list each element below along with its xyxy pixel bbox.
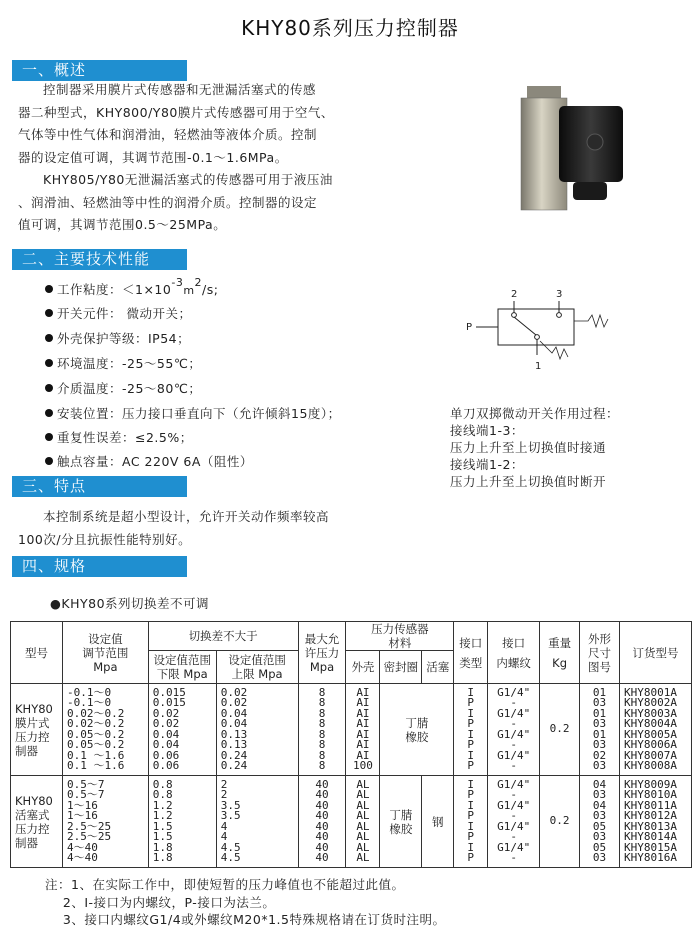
overview-line: 值可调，其调节范围0.5～25MPa。 <box>18 217 227 232</box>
overview-line: 器的设定值可调，其调节范围-0.1～1.6MPa。 <box>18 149 288 165</box>
overview-line: 器二种型式，KHY800/Y80膜片式传感器可用于空气、 <box>18 104 334 120</box>
switch-description: 单刀双掷微动开关作用过程： 接线端1-3： 压力上升至上切换值时接通 接线端1-2： 压力上升至上切换值时断开 <box>450 406 620 489</box>
bullet-icon <box>45 457 53 465</box>
terminal-label-2: 2 <box>511 289 518 300</box>
section-header-overview: 一、概述 <box>12 60 187 81</box>
bullet-icon <box>45 334 53 342</box>
overview-paragraph <box>18 79 334 237</box>
cell-lower-limit: 0.015 0.015 0.02 0.02 0.04 0.04 0.06 0.06 <box>148 684 216 776</box>
cell-max-pressure: 8 8 8 8 8 8 8 8 <box>298 684 346 776</box>
cell-seal: 丁腈 橡胶 <box>380 684 454 776</box>
overview-line: KHY805/Y80无泄漏活塞式的传感器可用于液压油 <box>43 172 333 187</box>
section-header-features: 三、特点 <box>12 476 187 497</box>
group-name-diaphragm: KHY80 膜片式 压力控 制器 <box>11 684 63 776</box>
header-shape-drawing: 外形 尺寸 图号 <box>580 622 620 684</box>
spec-item: 触点容量：AC 220V 6A（阻性） <box>45 452 253 470</box>
overview-line: 、润滑油、轻燃油等中性的润滑介质。控制器的设定 <box>18 194 318 210</box>
footnote: 注：1、在实际工作中，即使短暂的压力峰值也不能超过此值。 <box>45 877 405 892</box>
header-shell: 外壳 <box>346 651 380 684</box>
header-piston: 活塞 <box>422 651 454 684</box>
spec-item: 安装位置：压力接口垂直向下（允许倾斜15度）； <box>45 404 341 422</box>
port-label-p: P <box>466 322 473 333</box>
cell-lower-limit: 0.8 0.8 1.2 1.2 1.5 1.5 1.8 1.8 <box>148 776 216 868</box>
spec-item: 环境温度：-25～55℃； <box>45 354 201 372</box>
header-switch-diff: 切换差不大于 <box>148 622 298 651</box>
table-row <box>11 776 692 868</box>
header-upper-limit: 设定值范围 上限 Mpa <box>216 651 298 684</box>
cell-port-type: I P I P I P I P <box>454 776 488 868</box>
cell-weight: 0.2 <box>540 684 580 776</box>
spec-item: 外壳保护等级：IP54； <box>45 329 190 347</box>
cell-piston: 钢 <box>422 776 454 868</box>
header-port-thread: 接口 内螺纹 <box>488 622 540 684</box>
features-paragraph: 本控制系统是超小型设计，允许开关动作频率较高 100次/分且抗振性能特别好。 <box>18 509 330 547</box>
header-max-pressure: 最大允 许压力 Mpa <box>298 622 346 684</box>
table-note: ●KHY80系列切换差不可调 <box>50 596 210 611</box>
cell-thread: G1/4" - G1/4" - G1/4" - G1/4" - <box>488 684 540 776</box>
switch-diagram <box>460 283 620 373</box>
cell-thread: G1/4" - G1/4" - G1/4" - G1/4" - <box>488 776 540 868</box>
header-model: 型号 <box>11 622 63 684</box>
cell-order-model: KHY8001A KHY8002A KHY8003A KHY8004A KHY8005A KHY8006A KHY8007A KHY8008A <box>619 684 691 776</box>
cell-order-model: KHY8009A KHY8010A KHY8011A KHY8012A KHY8013A KHY8014A KHY8015A KHY8016A <box>619 776 691 868</box>
spec-item: 开关元件： 微动开关； <box>45 304 191 322</box>
header-sensor-material: 压力传感器 材料 <box>346 622 454 651</box>
cell-setting-range: -0.1～0 -0.1～0 0.02～0.2 0.02～0.2 0.05～0.2 0.05～0.2 0.1 ～1.6 0.1 ～1.6 <box>62 684 148 776</box>
footnote: 3、接口内螺纹G1/4或外螺纹M20*1.5特殊规格请在订货时注明。 <box>45 912 446 927</box>
header-port-type: 接口 类型 <box>454 622 488 684</box>
bullet-icon <box>45 409 53 417</box>
cell-upper-limit: 2 2 3.5 3.5 4 4 4.5 4.5 <box>216 776 298 868</box>
section-header-models: 四、规格 <box>12 556 187 577</box>
table-row <box>11 684 692 776</box>
spec-viscosity: 工作粘度：＜1×10-3m2/s; <box>45 280 218 298</box>
bullet-icon <box>45 359 53 367</box>
terminal-label-1: 1 <box>535 361 542 372</box>
header-weight: 重量 Kg <box>540 622 580 684</box>
cell-max-pressure: 40 40 40 40 40 40 40 40 <box>298 776 346 868</box>
header-setting-range: 设定值 调节范围 Mpa <box>62 622 148 684</box>
footnote: 2、I-接口为内螺纹，P-接口为法兰。 <box>45 894 276 910</box>
header-seal: 密封圈 <box>380 651 422 684</box>
footnotes <box>45 876 445 929</box>
spec-table <box>10 621 692 868</box>
terminal-label-3: 3 <box>556 289 563 300</box>
spec-item: 介质温度：-25～80℃； <box>45 379 201 397</box>
cell-port-type: I P I P I P I P <box>454 684 488 776</box>
cell-shape: 04 03 04 03 05 03 05 03 <box>580 776 620 868</box>
cell-seal: 丁腈 橡胶 <box>380 776 422 868</box>
overview-line: 气体等中性气体和润滑油，轻燃油等液体介质。控制 <box>18 127 318 142</box>
product-photo <box>503 78 643 218</box>
group-name-piston: KHY80 活塞式 压力控 制器 <box>11 776 63 868</box>
overview-line: 控制器采用膜片式传感器和无泄漏活塞式的传感 <box>43 82 317 97</box>
bullet-icon <box>45 285 53 293</box>
page-title: KHY80系列压力控制器 <box>241 16 459 40</box>
section-header-specs: 二、主要技术性能 <box>12 249 187 270</box>
cell-shell: AL AL AL AL AL AL AL AL <box>346 776 380 868</box>
cell-setting-range: 0.5～7 0.5～7 1～16 1～16 2.5～25 2.5～25 4～40 4～40 <box>62 776 148 868</box>
cell-weight: 0.2 <box>540 776 580 868</box>
header-order-model: 订货型号 <box>619 622 691 684</box>
cell-upper-limit: 0.02 0.02 0.04 0.04 0.13 0.13 0.24 0.24 <box>216 684 298 776</box>
spec-item: 重复性误差：≤2.5%； <box>45 428 193 446</box>
header-lower-limit: 设定值范围 下限 Mpa <box>148 651 216 684</box>
cell-shell: AI AI AI AI AI AI AI 100 <box>346 684 380 776</box>
bullet-icon <box>45 433 53 441</box>
bullet-icon <box>45 309 53 317</box>
bullet-icon <box>45 384 53 392</box>
cell-shape: 01 03 01 03 01 03 02 03 <box>580 684 620 776</box>
